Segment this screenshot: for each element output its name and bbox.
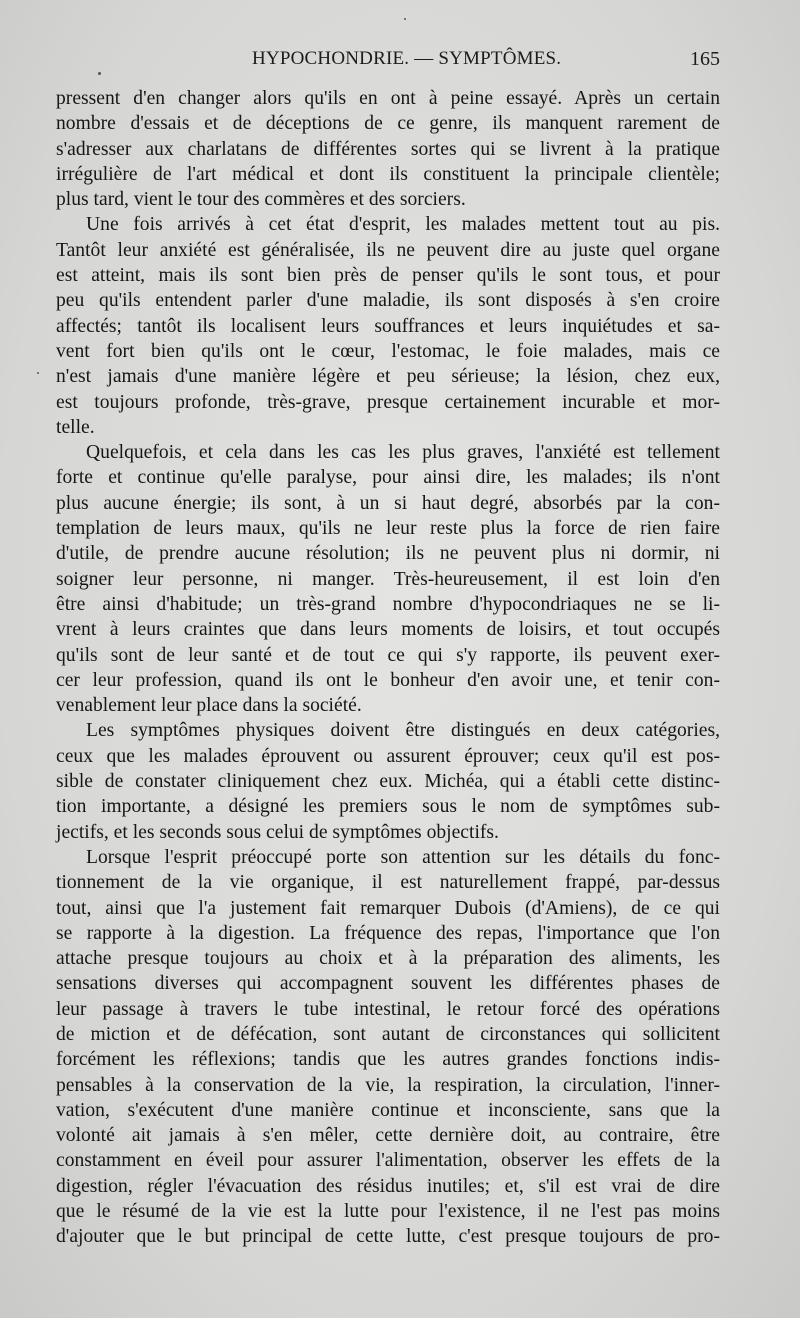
running-title: HYPOCHONDRIE. — SYMPTÔMES. [252, 48, 562, 69]
text-line: vrent à leurs craintes que dans leurs moments de loisirs, et tout occupés [56, 619, 720, 641]
text-line: être ainsi d'habitude; un très-grand nombre d'hypocondriaques ne se li- [56, 593, 720, 615]
text-line: sible de constater cliniquement chez eux. Michéa, qui a établi cette distinc- [56, 771, 720, 793]
text-line: est toujours profonde, très-grave, presque certainement incurable et mor- [56, 391, 720, 413]
ink-speck [37, 372, 39, 374]
text-line: affectés; tantôt ils localisent leurs souffrances et leurs inquiétudes et sa- [56, 315, 720, 337]
ink-speck [98, 72, 101, 75]
text-line: attache presque toujours au choix et à la préparation des aliments, les [56, 948, 720, 970]
text-line: plus aucune énergie; ils sont, à un si haut degré, absorbés par la con- [56, 492, 720, 514]
text-line: leur passage à travers le tube intestinal, le retour forcé des opérations [56, 998, 720, 1020]
text-line: tout, ainsi que l'a justement fait remarquer Dubois (d'Amiens), de ce qui [56, 897, 720, 919]
text-line: nombre d'essais et de déceptions de ce genre, ils manquent rarement de [56, 113, 720, 135]
body-text [56, 86, 720, 1250]
text-line: constamment en éveil pour assurer l'alimentation, observer les effets de la [56, 1150, 720, 1172]
text-line: sensations diverses qui accompagnent souvent les différentes phases de [56, 973, 720, 995]
text-line: vent fort bien qu'ils ont le cœur, l'estomac, le foie malades, mais ce [56, 340, 720, 362]
text-line: ceux que les malades éprouvent ou assurent éprouver; ceux qu'il est pos- [56, 745, 720, 767]
text-line: vation, s'exécutent d'une manière continue et inconsciente, sans que la [56, 1099, 720, 1121]
text-line: d'utile, de prendre aucune résolution; ils ne peuvent plus ni dormir, ni [56, 543, 720, 565]
text-line: plus tard, vient le tour des commères et des sorciers. [56, 189, 466, 211]
text-line: qu'ils sont de leur santé et de tout ce qui s'y rapporte, ils peuvent exer- [56, 644, 720, 666]
text-line: templation de leurs maux, qu'ils ne leur reste plus la force de rien faire [56, 518, 720, 540]
text-line: d'ajouter que le but principal de cette lutte, c'est presque toujours de pro- [56, 1226, 720, 1248]
text-line: pensables à la conservation de la vie, la respiration, la circulation, l'inner- [56, 1074, 720, 1096]
text-line: n'est jamais d'une manière légère et peu sérieuse; la lésion, chez eux, [56, 366, 720, 388]
text-line: venablement leur place dans la société. [56, 695, 362, 717]
text-line: tion importante, a désigné les premiers sous le nom de symptômes sub- [56, 796, 720, 818]
text-line: forte et continue qu'elle paralyse, pour ainsi dire, les malades; ils n'ont [56, 467, 720, 489]
text-line: Une fois arrivés à cet état d'esprit, les malades mettent tout au pis. [86, 214, 720, 236]
text-line: que le résumé de la vie est la lutte pour l'existence, il ne l'est pas moins [56, 1201, 720, 1223]
text-line: de miction et de défécation, sont autant de circonstances qui sollicitent [56, 1023, 720, 1045]
text-line: Tantôt leur anxiété est généralisée, ils ne peuvent dire au juste quel organe [56, 239, 720, 261]
text-line: Les symptômes physiques doivent être distingués en deux catégories, [86, 720, 720, 742]
text-line: est atteint, mais ils sont bien près de penser qu'ils le sont tous, et pour [56, 265, 720, 287]
text-line: peu qu'ils entendent parler d'une maladie, ils sont disposés à s'en croire [56, 290, 720, 312]
text-line: soigner leur personne, ni manger. Très-heureusement, il est loin d'en [56, 568, 720, 590]
page-number: 165 [690, 48, 720, 70]
running-header [56, 48, 720, 72]
text-line: irrégulière de l'art médical et dont ils constituent la principale clientèle; [56, 163, 720, 185]
text-line: Lorsque l'esprit préoccupé porte son attention sur les détails du fonc- [86, 846, 720, 868]
text-line: telle. [56, 416, 95, 438]
text-line: jectifs, et les seconds sous celui de symptômes objectifs. [56, 821, 499, 843]
text-line: cer leur profession, quand ils ont le bonheur d'en avoir une, et tenir con- [56, 669, 720, 691]
text-line: pressent d'en changer alors qu'ils en ont à peine essayé. Après un certain [56, 88, 720, 109]
ink-speck [404, 18, 406, 20]
text-line: tionnement de la vie organique, il est naturellement frappé, par-dessus [56, 872, 720, 894]
text-line: volonté ait jamais à s'en mêler, cette dernière doit, au contraire, être [56, 1125, 720, 1147]
text-line: Quelquefois, et cela dans les cas les plus graves, l'anxiété est tellement [86, 442, 720, 464]
text-line: s'adresser aux charlatans de différentes sortes qui se livrent à la pratique [56, 138, 720, 160]
text-line: se rapporte à la digestion. La fréquence des repas, l'importance que l'on [56, 922, 720, 944]
text-line: digestion, régler l'évacuation des résidus inutiles; et, s'il est vrai de dire [56, 1175, 720, 1197]
text-line: forcément les réflexions; tandis que les autres grandes fonctions indis- [56, 1049, 720, 1071]
